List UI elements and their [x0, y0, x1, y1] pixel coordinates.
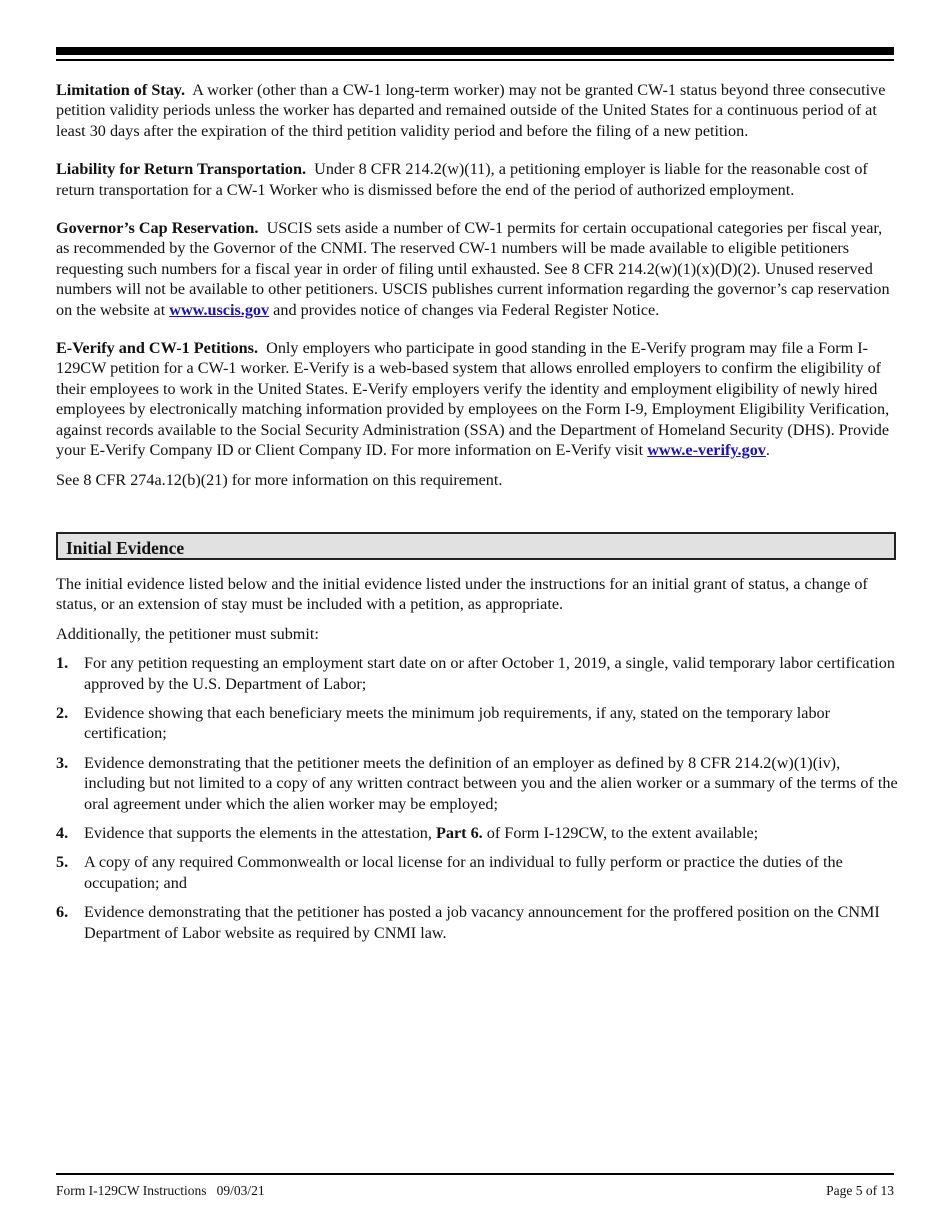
list-item — [56, 902, 898, 943]
item-text-after: of Form I-129CW, to the extent available; — [486, 823, 759, 842]
initial-evidence-header — [56, 532, 896, 560]
evidence-list — [56, 653, 898, 943]
limitation-heading: Limitation of Stay. — [56, 81, 186, 99]
page-content — [56, 80, 898, 952]
header-thin-rule — [56, 59, 894, 61]
everify-paragraph — [56, 338, 898, 460]
header-thick-rule — [56, 47, 894, 55]
item-text: A copy of any required Commonwealth or local license for an individual to fully perform or practice the duties of the occupation; and — [84, 853, 843, 892]
item-text: For any petition requesting an employment start date on or after October 1, 2019, a single, valid temporary labor certification approved by the U.S. Department of Labor; — [84, 654, 895, 693]
liability-text: Under 8 CFR 214.2(w)(11), a petitioning employer is liable for the reasonable cost of return transportation for a CW-1 Worker who is dismissed before the end of the period of authorized employment. — [56, 160, 868, 199]
governor-heading: Governor’s Cap Reservation. — [56, 219, 259, 238]
everify-text-after: . — [765, 441, 770, 460]
list-item — [56, 753, 898, 814]
initial-evidence-intro: The initial evidence listed below and the initial evidence listed under the instructions for an initial grant of status, a change of status, or an extension of stay must be included with a petition, as appropriate. — [56, 574, 868, 614]
governor-text-after: and provides notice of changes via Federal Register Notice. — [273, 300, 660, 319]
item-bold-part: Part 6. — [435, 823, 483, 842]
footer-rule — [56, 1173, 894, 1175]
item-text: Evidence demonstrating that the petitioner meets the definition of an employer as defined by 8 CFR 214.2(w)(1)(iv), including but not limited to a copy of any written contract between you and the alien worker or a summary of the terms of the oral agreement under which the alien worker may be employed; — [84, 753, 898, 813]
uscis-link[interactable]: www.uscis.gov — [169, 300, 270, 319]
item-text: Evidence showing that each beneficiary meets the minimum job requirements, if any, stated on the temporary labor certification; — [84, 703, 831, 743]
everify-text: Only employers who participate in good standing in the E-Verify program may file a Form I-129CW petition for a CW-1 worker. E-Verify is a web-based system that allows enrolled employers to confirm the eligibility of their employees to work in the United States. E-Verify employers verify the identity and employment eligibility of newly hired employees by electronically matching information provided by employees on the Form I-9, Employment Eligibility Verification, against records available to the Social Security Administration (SSA) and the Department of Homeland Security (DHS). Provide your E-Verify Company ID or Client Company ID. For more information on E-Verify visit — [56, 339, 890, 460]
list-item — [56, 852, 898, 893]
limitation-text: A worker (other than a CW-1 long-term worker) may not be granted CW-1 status beyond three consecutive petition validity periods unless the worker has departed and remained outside of the United States for a continuous period of at least 30 days after the expiration of the third petition validity period and before the filing of a new petition. — [56, 81, 886, 140]
liability-paragraph — [56, 159, 898, 200]
initial-evidence-title: Initial Evidence — [66, 537, 185, 558]
list-item — [56, 653, 898, 694]
liability-heading: Liability for Return Transportation. — [56, 160, 307, 179]
item-text: Evidence demonstrating that the petitioner has posted a job vacancy announcement for the proffered position on the CNMI Department of Labor website as required by CNMI law. — [84, 903, 880, 942]
item-text: Evidence that supports the elements in the attestation, — [84, 823, 432, 842]
governor-cap-paragraph — [56, 218, 898, 320]
footer-page-number: Page 5 of 13 — [826, 1183, 894, 1198]
everify-heading: E-Verify and CW-1 Petitions. — [56, 339, 259, 358]
footer-form-name: Form I-129CW Instructions 09/03/21 — [56, 1183, 265, 1198]
item-number: 2. — [56, 703, 69, 722]
additionally-text: Additionally, the petitioner must submit: — [56, 624, 319, 643]
item-number: 4. — [56, 823, 69, 842]
item-number: 6. — [56, 903, 69, 922]
governor-text: USCIS sets aside a number of CW-1 permits for certain occupational categories per fiscal year, as recommended by the Governor of the CNMI. The reserved CW-1 numbers will be made available to eligible petitioners requesting such numbers for a fiscal year in order of filing until exhausted. See 8 CFR 214.2(w)(1)(x)(D)(2). Unused reserved numbers will not be available to other petitioners. USCIS publishes current information regarding the governor’s cap reservation on the website at — [56, 219, 890, 319]
item-number: 5. — [56, 853, 69, 872]
list-item — [56, 703, 898, 744]
item-number: 1. — [56, 654, 69, 673]
everify-link[interactable]: www.e-verify.gov — [647, 441, 766, 460]
limitation-of-stay-paragraph — [56, 80, 898, 141]
item-number: 3. — [56, 753, 69, 772]
list-item — [56, 823, 898, 843]
see-cfr-paragraph: See 8 CFR 274a.12(b)(21) for more information on this requirement. — [56, 470, 503, 489]
